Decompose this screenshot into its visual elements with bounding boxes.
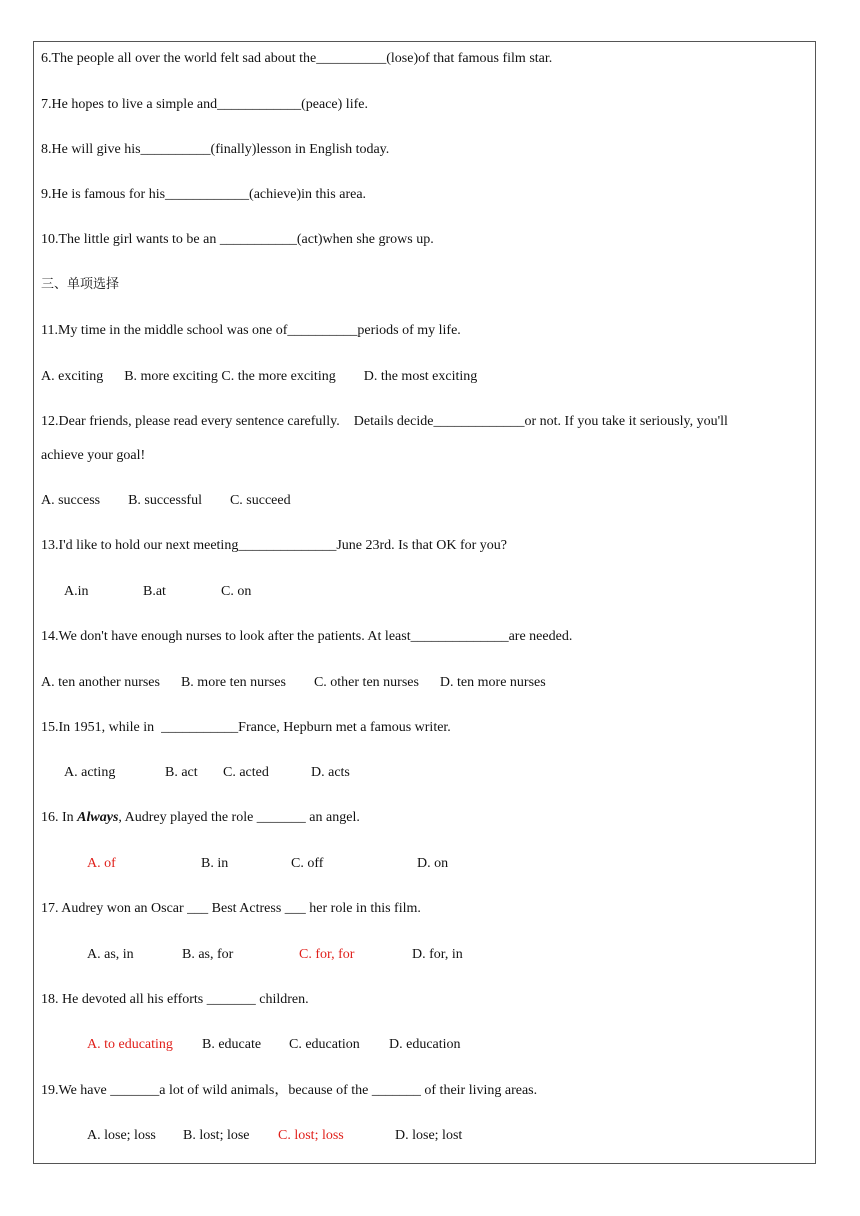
q18-option-a-answer: A. to educating (87, 1037, 173, 1052)
question-10: 10.The little girl wants to be an ___________(act)when she grows up. (41, 232, 434, 247)
q17-option-a: A. as, in (87, 947, 134, 962)
q18-option-c: C. education (289, 1037, 360, 1052)
question-12-options: A. success B. successful C. succeed (41, 493, 291, 508)
question-15: 15.In 1951, while in ___________France, Hepburn met a famous writer. (41, 720, 451, 735)
question-17: 17. Audrey won an Oscar ___ Best Actress ___ her role in this film. (41, 901, 421, 916)
q16-option-c: C. off (291, 856, 324, 871)
q15-option-c: C. acted (223, 765, 269, 780)
film-title: Always (77, 810, 119, 825)
question-13: 13.I'd like to hold our next meeting______________June 23rd. Is that OK for you? (41, 538, 508, 553)
question-14-options: A. ten another nurses B. more ten nurses C. other ten nurses D. ten more nurses (41, 675, 546, 690)
question-18: 18. He devoted all his efforts _______ children. (41, 992, 309, 1007)
question-9: 9.He is famous for his____________(achieve)in this area. (41, 187, 367, 202)
q18-option-b: B. educate (202, 1037, 262, 1052)
question-19: 19.We have _______a lot of wild animals，because of the _______ of their living areas. (41, 1083, 538, 1098)
q19-option-c-answer: C. lost; loss (278, 1128, 344, 1143)
q19-option-d: D. lose; lost (395, 1128, 463, 1143)
question-16-prefix: 16. In (41, 810, 78, 825)
question-16-rest: , Audrey played the role _______ an angel. (118, 810, 360, 825)
q16-option-b: B. in (201, 856, 229, 871)
question-8: 8.He will give his__________(finally)lesson in English today. (41, 142, 390, 157)
q16-option-a-answer: A. of (87, 856, 116, 871)
section-heading: 三、单项选择 (41, 277, 120, 292)
question-11-options: A. exciting B. more exciting C. the more exciting D. the most exciting (41, 369, 478, 384)
q13-option-b: B.at (143, 584, 166, 599)
q16-option-d: D. on (417, 856, 449, 871)
q19-option-b: B. lost; lose (183, 1128, 250, 1143)
question-14: 14.We don't have enough nurses to look after the patients. At least______________are needed. (41, 629, 573, 644)
question-16 (41, 809, 360, 827)
q18-option-d: D. education (389, 1037, 461, 1052)
q13-option-c: C. on (221, 584, 252, 599)
q17-option-c-answer: C. for, for (299, 947, 355, 962)
q17-option-d: D. for, in (412, 947, 463, 962)
q17-option-b: B. as, for (182, 947, 234, 962)
q15-option-a: A. acting (64, 765, 116, 780)
q13-option-a: A.in (64, 584, 89, 599)
question-12: 12.Dear friends, please read every sentence carefully. Details decide_____________or not. If you take it seriously, you'll (41, 414, 728, 429)
question-12-cont: achieve your goal! (41, 448, 146, 463)
q19-option-a: A. lose; loss (87, 1128, 156, 1143)
q15-option-d: D. acts (311, 765, 350, 780)
question-7: 7.He hopes to live a simple and____________(peace) life. (41, 97, 368, 112)
q15-option-b: B. act (165, 765, 198, 780)
question-11: 11.My time in the middle school was one of__________periods of my life. (41, 323, 461, 338)
question-6: 6.The people all over the world felt sad about the__________(lose)of that famous film star. (41, 51, 553, 66)
